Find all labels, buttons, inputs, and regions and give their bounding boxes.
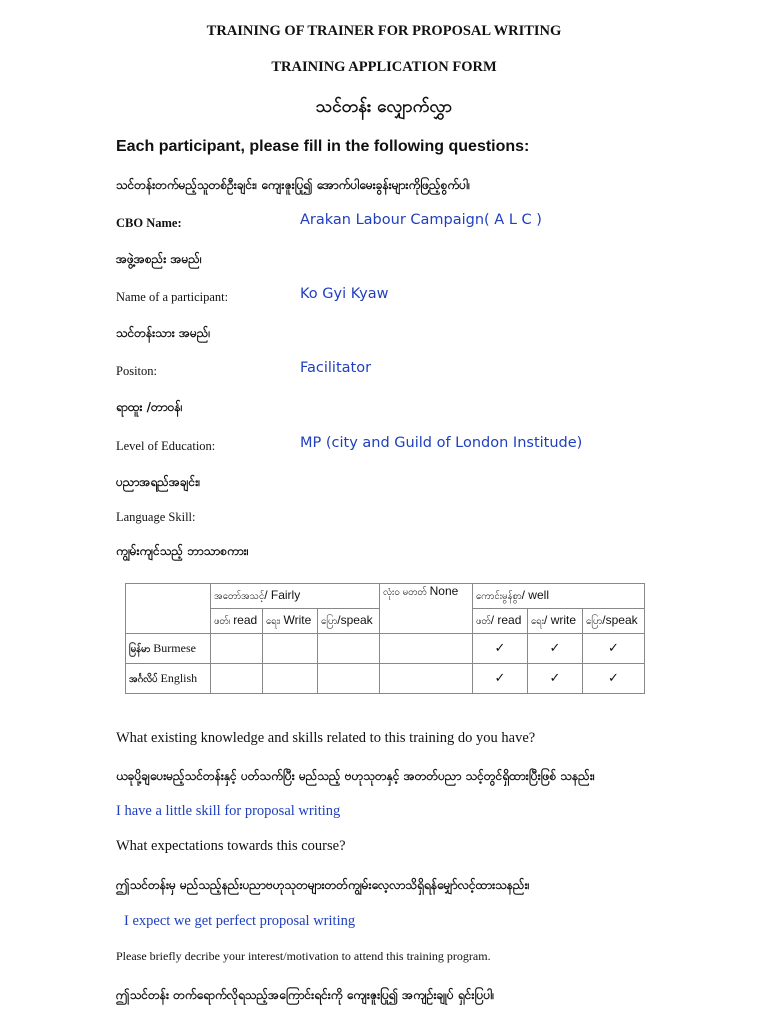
table-header-row	[126, 584, 645, 609]
question-expectations-mm: ဤသင်တန်းမှ မည်သည့်နည်းပညာဗဟုသုတများတတ်ကျွမ်းလေ့လာသိရှိရန်မျှော်လင့်ထားသနည်း၊	[116, 878, 530, 892]
education-label-mm: ပညာအရည်အချင်း၊	[116, 475, 201, 489]
participant-value[interactable]: Ko Gyi Kyaw	[300, 286, 389, 302]
question-knowledge: What existing knowledge and skills related to this training do you have?	[116, 730, 536, 746]
question-expectations: What expectations towards this course?	[116, 838, 346, 854]
language-label-mm: ကျွမ်းကျင်သည့် ဘာသာစကား၊	[116, 544, 249, 558]
well-write-header: ရေး/ write	[528, 609, 583, 634]
fairly-speak-header: ပြော/speak	[318, 609, 380, 634]
cbo-label-mm: အဖွဲ့အစည်း အမည်၊	[116, 252, 202, 266]
instruction-mm: သင်တန်းတက်မည့်သူတစ်ဦးချင်း၊ ကျေးဇူးပြု၍ အောက်ပါမေးခွန်းများကိုဖြည့်စွက်ပါ၊	[116, 178, 470, 192]
burmese-row-label: မြန်မာ Burmese	[126, 634, 211, 664]
table-row	[126, 664, 645, 694]
question-knowledge-mm: ယခုပို့ချပေးမည့်သင်တန်းနှင့် ပတ်သက်ပြီး မည်သည့် ဗဟုသုတနှင့် အတတ်ပညာ သင့်တွင်ရှိထားပြီးဖြစ် သနည်း၊	[116, 769, 595, 783]
english-fairly-speak	[318, 664, 380, 694]
answer-expectations[interactable]: I expect we get perfect proposal writing	[124, 913, 356, 929]
burmese-well-read-check[interactable]: ✓	[473, 634, 528, 664]
form-title-mm: သင်တန်း လျှောက်လွှာ	[315, 97, 453, 117]
english-none	[380, 664, 473, 694]
english-row-label: အင်္ဂလိပ် English	[126, 664, 211, 694]
burmese-fairly-read	[211, 634, 263, 664]
form-title: TRAINING OF TRAINER FOR PROPOSAL WRITING	[206, 23, 562, 39]
education-value[interactable]: MP (city and Guild of London Institude)	[300, 435, 583, 451]
fairly-read-header: ဖတ်၊ read	[211, 609, 263, 634]
english-fairly-write	[263, 664, 318, 694]
burmese-well-write-check[interactable]: ✓	[528, 634, 583, 664]
position-label: Positon:	[116, 364, 157, 378]
burmese-fairly-speak	[318, 634, 380, 664]
table-corner-cell	[126, 584, 211, 634]
table-row	[126, 634, 645, 664]
question-motivation-mm: ဤသင်တန်း တက်ရောက်လိုရသည့်အကြောင်းရင်းကို ကျေးဇူးပြု၍ အကျဉ်းချုပ် ရှင်းပြပါ၊	[116, 988, 495, 1002]
language-skill-table	[125, 583, 645, 694]
position-label-mm: ရာထူး /တာဝန်၊	[116, 400, 183, 414]
fairly-header: အတော်အသင့်/ Fairly	[211, 584, 380, 609]
participant-label: Name of a participant:	[116, 290, 229, 304]
form-subtitle: TRAINING APPLICATION FORM	[271, 59, 497, 75]
cbo-value[interactable]: Arakan Labour Campaign( A L C )	[300, 212, 542, 228]
fairly-write-header: ရေး၊ Write	[263, 609, 318, 634]
burmese-none	[380, 634, 473, 664]
burmese-well-speak-check[interactable]: ✓	[583, 634, 645, 664]
well-speak-header: ပြော/speak	[583, 609, 645, 634]
burmese-fairly-write	[263, 634, 318, 664]
education-label: Level of Education:	[116, 439, 216, 453]
answer-knowledge[interactable]: I have a little skill for proposal writing	[116, 803, 341, 819]
participant-label-mm: သင်တန်းသား အမည်၊	[116, 326, 211, 340]
english-fairly-read	[211, 664, 263, 694]
instruction-heading: Each participant, please fill in the following questions:	[116, 138, 530, 155]
cbo-label: CBO Name:	[116, 216, 182, 230]
english-well-read-check[interactable]: ✓	[473, 664, 528, 694]
well-read-header: ဖတ်/ read	[473, 609, 528, 634]
none-header: လုံးဝ မတတ် None	[380, 584, 473, 634]
english-well-speak-check[interactable]: ✓	[583, 664, 645, 694]
position-value[interactable]: Facilitator	[300, 360, 372, 376]
english-well-write-check[interactable]: ✓	[528, 664, 583, 694]
question-motivation: Please briefly decribe your interest/motivation to attend this training program.	[116, 949, 491, 963]
well-header: ကောင်းမွန်စွာ/ well	[473, 584, 645, 609]
language-label: Language Skill:	[116, 510, 196, 524]
